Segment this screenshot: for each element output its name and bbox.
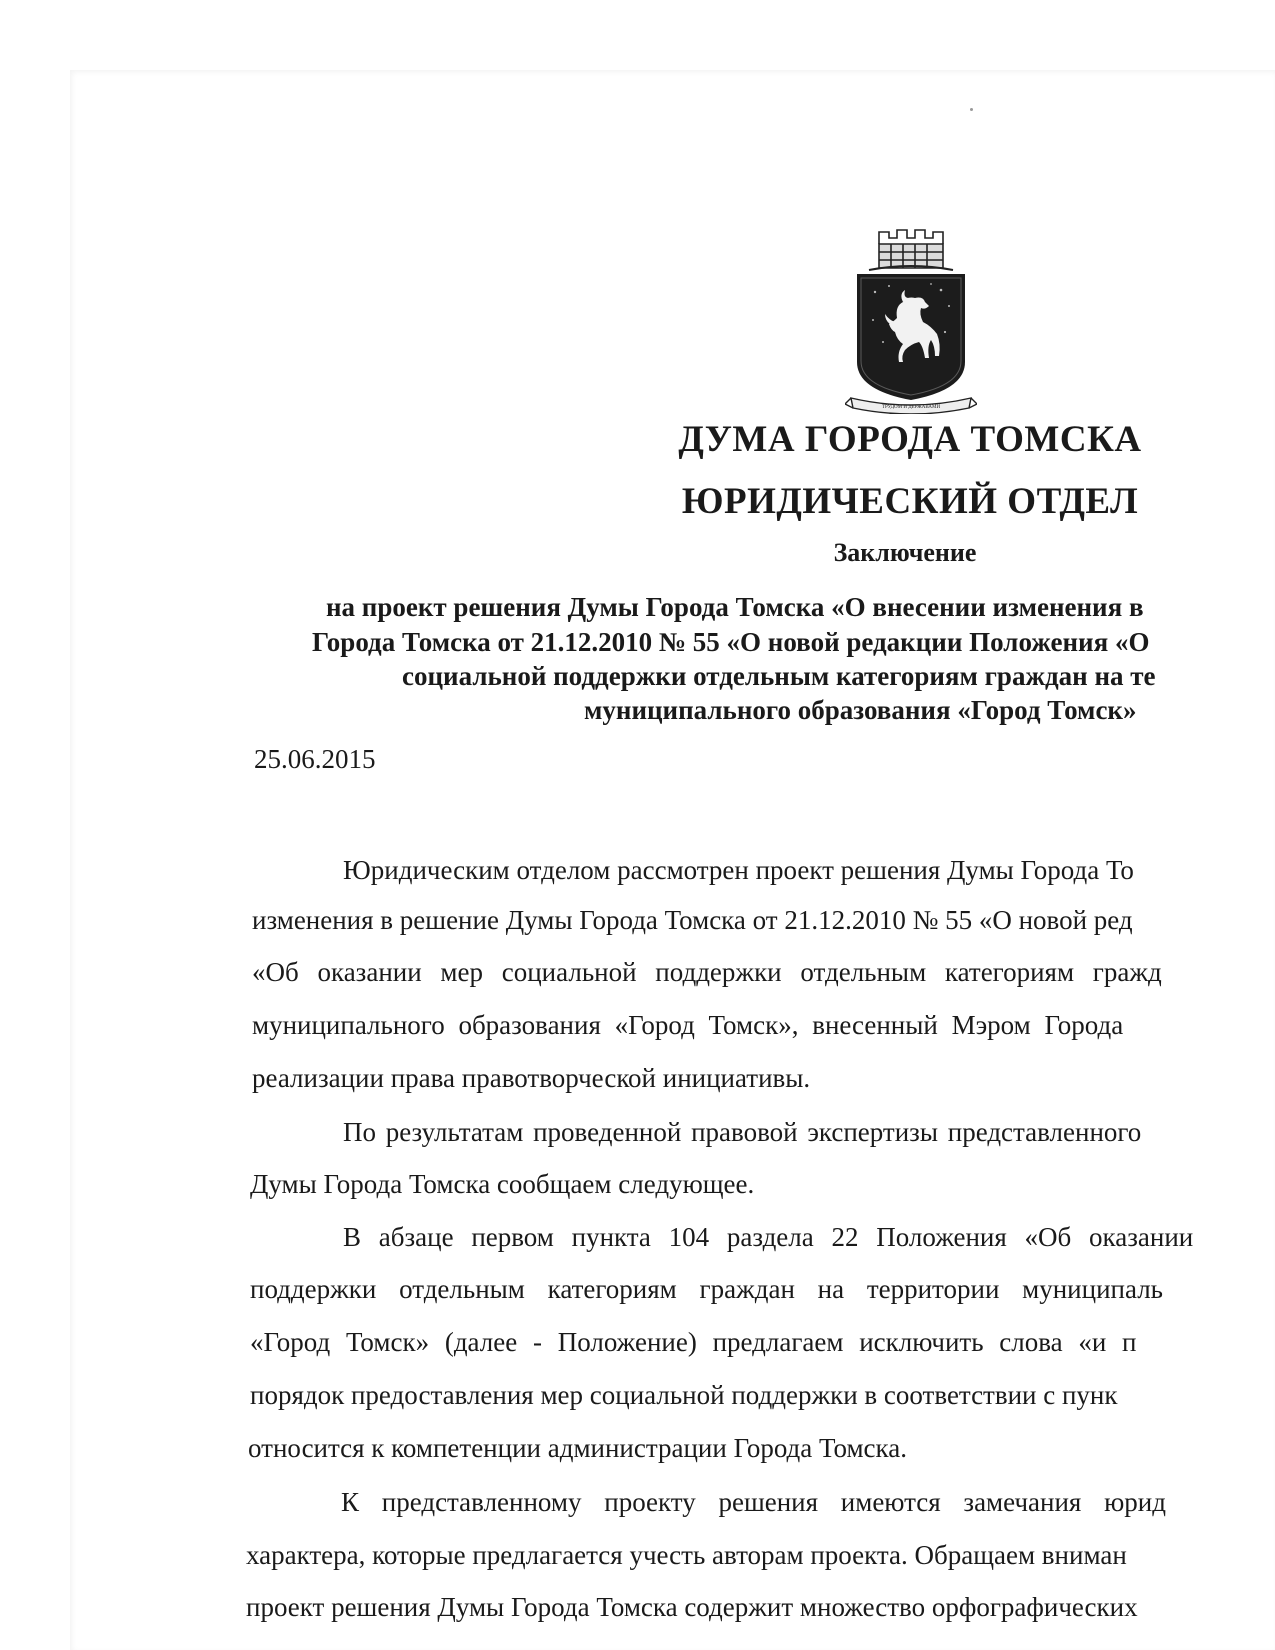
body-line: реализации права правотворческой инициативы. (252, 1063, 811, 1093)
subject-line: социальной поддержки отдельным категориям граждан на те (402, 661, 1156, 691)
body-line: относится к компетенции администрации Города Томска. (248, 1433, 907, 1463)
body-line: «Город Томск» (далее - Положение) предлагаем исключить слова «и п (250, 1327, 1137, 1357)
subject-line: Города Томска от 21.12.2010 № 55 «О новой редакции Положения «О (312, 627, 1150, 657)
body-line: поддержки отдельным категориям граждан на территории муниципаль (250, 1274, 1163, 1304)
scan-speck (970, 108, 973, 111)
body-line: В абзаце первом пункта 104 раздела 22 Положения «Об оказании (343, 1222, 1194, 1252)
department-title: ЮРИДИЧЕСКИЙ ОТДЕЛ (681, 481, 1139, 522)
svg-text:ТРУДОМ И ДЕРЖАВАМИ: ТРУДОМ И ДЕРЖАВАМИ (881, 405, 941, 410)
body-line: Юридическим отделом рассмотрен проект решения Думы Города То (343, 855, 1134, 885)
document-date: 25.06.2015 (254, 744, 376, 774)
body-line: характера, которые предлагается учесть авторам проекта. Обращаем вниман (246, 1540, 1127, 1570)
document-type-heading: Заключение (833, 538, 977, 567)
body-line: проект решения Думы Города Томска содержит множество орфографических (246, 1592, 1138, 1622)
body-line: «Об оказании мер социальной поддержки отдельным категориям гражд (252, 957, 1162, 987)
body-line: изменения в решение Думы Города Томска от 21.12.2010 № 55 «О новой ред (252, 905, 1133, 935)
body-line: К представленному проекту решения имеются замечания юрид (341, 1487, 1166, 1517)
subject-line: на проект решения Думы Города Томска «О внесении изменения в (326, 592, 1144, 622)
body-line: муниципального образования «Город Томск», внесенный Мэром Города (252, 1010, 1124, 1040)
body-line: По результатам проведенной правовой экспертизы представленного (343, 1117, 1142, 1147)
organization-title: ДУМА ГОРОДА ТОМСКА (678, 419, 1142, 460)
tomsk-coat-of-arms-emblem (845, 222, 977, 414)
body-line: порядок предоставления мер социальной поддержки в соответствии с пунк (250, 1380, 1118, 1410)
subject-line: муниципального образования «Город Томск» (584, 695, 1137, 725)
body-line: Думы Города Томска сообщаем следующее. (250, 1169, 755, 1199)
